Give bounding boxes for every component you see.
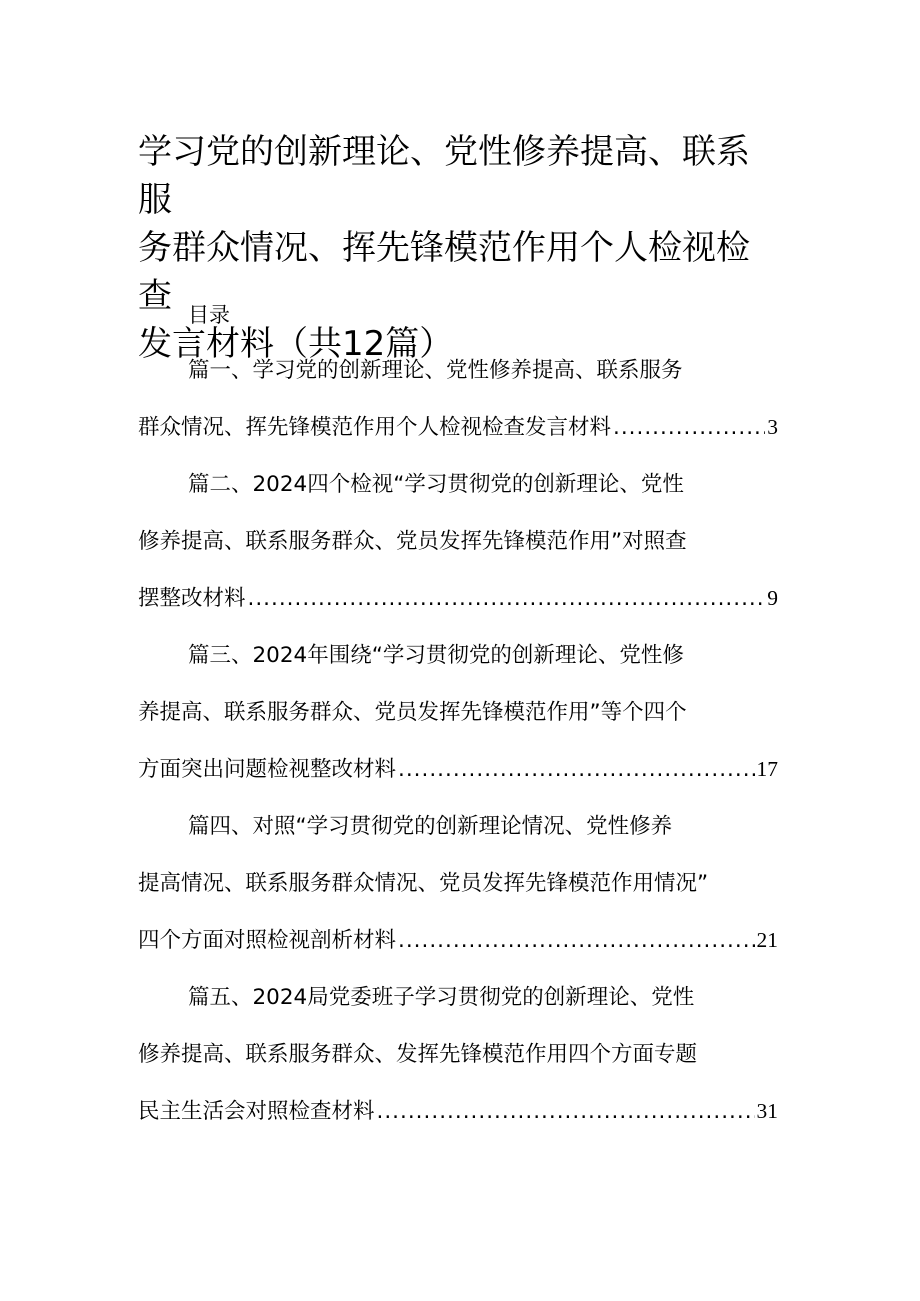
toc-entry[interactable] <box>138 462 778 633</box>
toc-entry[interactable] <box>138 975 778 1146</box>
toc-page-number: 3 <box>767 415 778 439</box>
toc-entry-line: 篇四、对照“学习贯彻党的创新理论情况、党性修养 <box>188 814 673 839</box>
toc-entry-last-line <box>138 405 778 462</box>
dot-leader <box>398 747 754 792</box>
toc-entry-last-line <box>138 747 778 804</box>
toc-heading: 目录 <box>188 303 230 327</box>
dot-leader <box>398 918 754 963</box>
dot-leader <box>613 405 765 450</box>
toc-entry-line: 篇三、2024年围绕“学习贯彻党的创新理论、党性修 <box>188 643 684 668</box>
dot-leader <box>248 576 766 621</box>
table-of-contents <box>138 348 778 1146</box>
toc-entry[interactable] <box>138 633 778 804</box>
toc-entry-text: 摆整改材料 <box>138 586 246 611</box>
document-title: 学习党的创新理论、党性修养提高、联系服 务群众情况、挥先锋模范作用个人检视检查 发言材料（共12篇） <box>138 132 750 364</box>
toc-page-number: 31 <box>756 1099 778 1123</box>
toc-entry-last-line <box>138 918 778 975</box>
toc-page-number: 21 <box>756 928 778 952</box>
toc-entry-line: 篇五、2024局党委班子学习贯彻党的创新理论、党性 <box>188 985 695 1010</box>
toc-entry-line: 提高情况、联系服务群众情况、党员发挥先锋模范作用情况” <box>138 871 709 896</box>
toc-entry-line: 修养提高、联系服务群众、发挥先锋模范作用四个方面专题 <box>138 1042 698 1067</box>
toc-entry[interactable] <box>138 348 778 462</box>
toc-entry-text: 群众情况、挥先锋模范作用个人检视检查发言材料 <box>138 415 612 440</box>
toc-entry-line: 养提高、联系服务群众、党员发挥先锋模范作用”等个四个 <box>138 700 687 725</box>
toc-entry-last-line <box>138 1089 778 1146</box>
toc-entry-line: 篇一、学习党的创新理论、党性修养提高、联系服务 <box>188 358 683 383</box>
dot-leader <box>377 1089 755 1134</box>
toc-entry-line: 修养提高、联系服务群众、党员发挥先锋模范作用”对照查 <box>138 529 687 554</box>
toc-entry-text: 方面突出问题检视整改材料 <box>138 757 397 782</box>
toc-page-number: 9 <box>767 586 778 610</box>
toc-page-number: 17 <box>756 757 778 781</box>
toc-entry-text: 民主生活会对照检查材料 <box>138 1099 375 1124</box>
toc-entry-line: 篇二、2024四个检视“学习贯彻党的创新理论、党性 <box>188 472 684 497</box>
toc-entry-last-line <box>138 576 778 633</box>
toc-entry-text: 四个方面对照检视剖析材料 <box>138 928 397 953</box>
toc-entry[interactable] <box>138 804 778 975</box>
